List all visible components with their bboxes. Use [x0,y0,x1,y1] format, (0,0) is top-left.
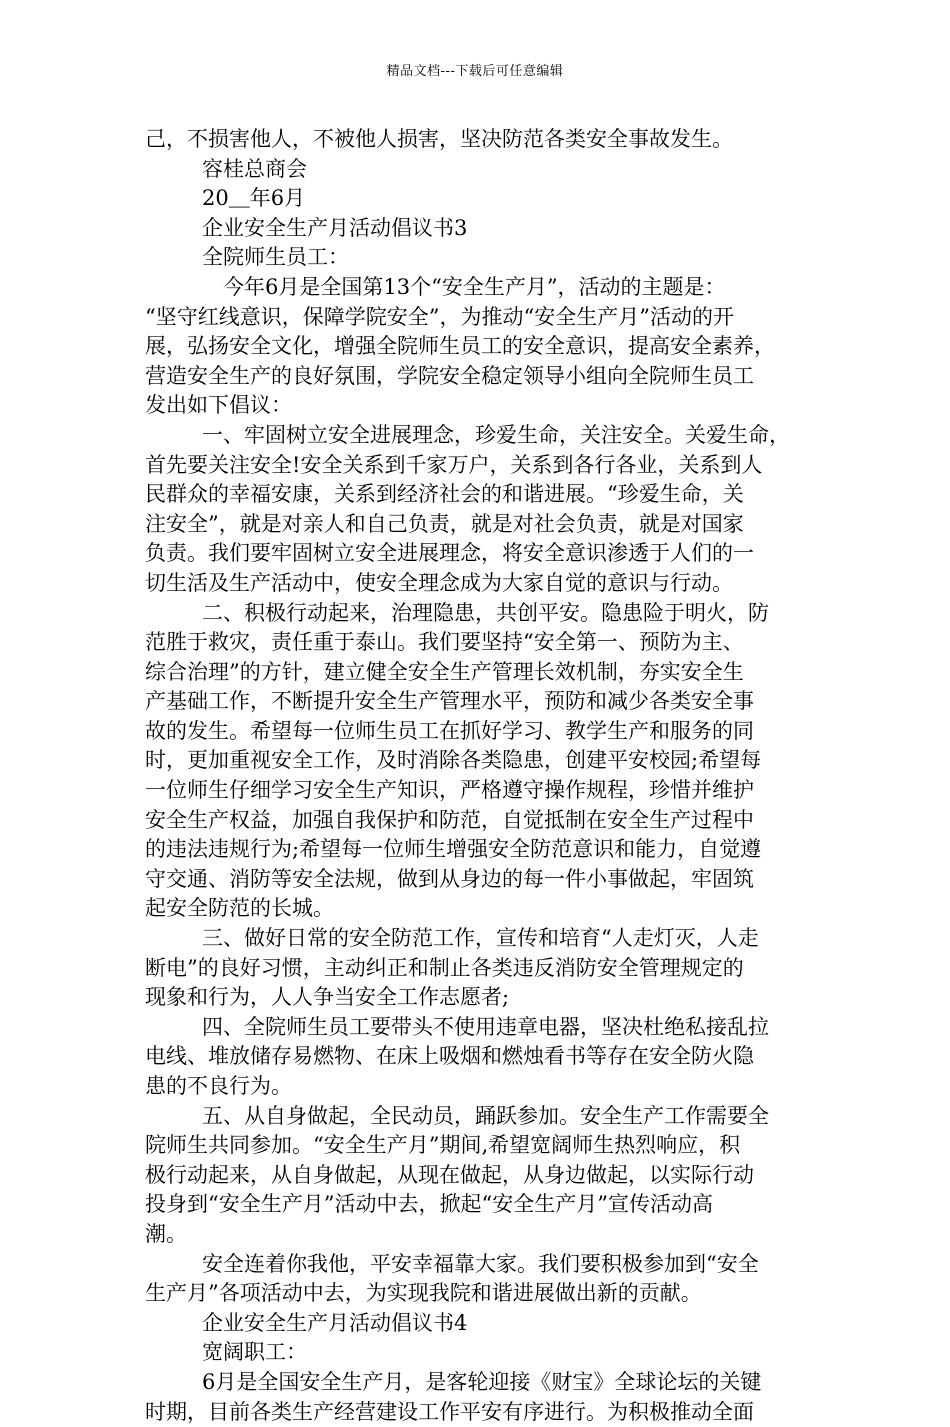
text-line: 院师生共同参加。“安全生产月”期间,希望宽阔师生热烈响应，积 [145,1133,741,1158]
text-line: 起安全防范的长城。 [145,896,334,921]
text-line: 综合治理”的方针，建立健全安全生产管理长效机制，夯实安全生 [145,659,744,684]
text-line: 今年6月是全国第13个“安全生产月”，活动的主题是： [202,274,726,299]
text-line: 现象和行为，人人争当安全工作志愿者; [145,985,510,1010]
text-line: 企业安全生产月活动倡议书3 [202,215,468,240]
text-line: 安全生产权益，加强自我保护和防范，自觉抵制在安全生产过程中 [145,807,754,832]
text-line: “坚守红线意识，保障学院安全”，为推动“安全生产月”活动的开 [145,304,734,329]
text-line: 五、从自身做起，全民动员，踊跃参加。安全生产工作需要全 [202,1103,769,1128]
document-body [145,125,807,1427]
text-line: 企业安全生产月活动倡议书4 [202,1310,468,1335]
text-line: 一、牢固树立安全进展理念，珍爱生命，关注安全。关爱生命， [202,422,790,447]
text-line: 6月是全国安全生产月，是客轮迎接《财宝》全球论坛的关键 [202,1369,762,1394]
text-line: 患的不良行为。 [145,1074,292,1098]
text-line: 时期，目前各类生产经营建设工作平安有序进行。为积极推动全面 [145,1399,754,1424]
text-line: 展，弘扬安全文化，增强全院师生员工的安全意识，提高安全素养， [145,334,775,359]
text-line: 产基础工作，不断提升安全生产管理水平，预防和减少各类安全事 [145,689,754,714]
text-line: 注安全”，就是对亲人和自己负责，就是对社会负责，就是对国家 [145,511,744,536]
text-line: 三、做好日常的安全防范工作，宣传和培育“人走灯灭，人走 [202,926,759,951]
text-line: 范胜于救灾，责任重于泰山。我们要坚持“安全第一、预防为主、 [145,630,744,655]
text-line: 的违法违规行为;希望每一位师生增强安全防范意识和能力，自觉遵 [145,837,762,862]
text-line: 全院师生员工： [202,245,349,270]
text-line: 宽阔职工： [202,1340,307,1365]
text-line: 潮。 [145,1221,187,1246]
text-line: 时，更加重视安全工作，及时消除各类隐患，创建平安校园;希望每 [145,748,762,773]
text-line: 二、积极行动起来，治理隐患，共创平安。隐患险于明火，防 [202,600,769,625]
text-line: 电线、堆放储存易燃物、在床上吸烟和燃烛看书等存在安全防火隐 [145,1044,754,1069]
text-line: 守交通、消防等安全法规，做到从身边的每一件小事做起，牢固筑 [145,866,754,891]
text-line: 投身到“安全生产月”活动中去，掀起“安全生产月”宣传活动高 [145,1192,713,1217]
text-line: 发出如下倡议： [145,393,292,418]
text-line: 负责。我们要牢固树立安全进展理念，将安全意识渗透于人们的一 [145,541,754,566]
text-line: 20＿年6月 [202,186,306,211]
page-header: 精品文档---下载后可任意编辑 [386,64,564,79]
text-line: 营造安全生产的良好氛围，学院安全稳定领导小组向全院师生员工 [145,363,754,388]
text-line: 一位师生仔细学习安全生产知识，严格遵守操作规程，珍惜并维护 [145,778,754,803]
text-line: 断电”的良好习惯，主动纠正和制止各类违反消防安全管理规定的 [145,955,744,980]
text-line: 四、全院师生员工要带头不使用违章电器，坚决杜绝私接乱拉 [202,1014,769,1039]
text-line: 容桂总商会 [202,156,307,181]
text-line: 安全连着你我他，平安幸福靠大家。我们要积极参加到“安全 [202,1251,759,1276]
text-line: 首先要关注安全!安全关系到千家万户，关系到各行各业，关系到人 [145,452,763,477]
text-line: 故的发生。希望每一位师生员工在抓好学习、教学生产和服务的同 [145,718,754,743]
text-line: 切生活及生产活动中，使安全理念成为大家自觉的意识与行动。 [145,570,733,595]
text-line: 极行动起来，从自身做起，从现在做起，从身边做起，以实际行动 [145,1162,754,1187]
text-line: 己，不损害他人，不被他人损害，坚决防范各类安全事故发生。 [145,127,733,151]
text-line: 民群众的幸福安康，关系到经济社会的和谐进展。“珍爱生命，关 [145,482,744,507]
text-line: 生产月”各项活动中去，为实现我院和谐进展做出新的贡献。 [145,1281,702,1306]
